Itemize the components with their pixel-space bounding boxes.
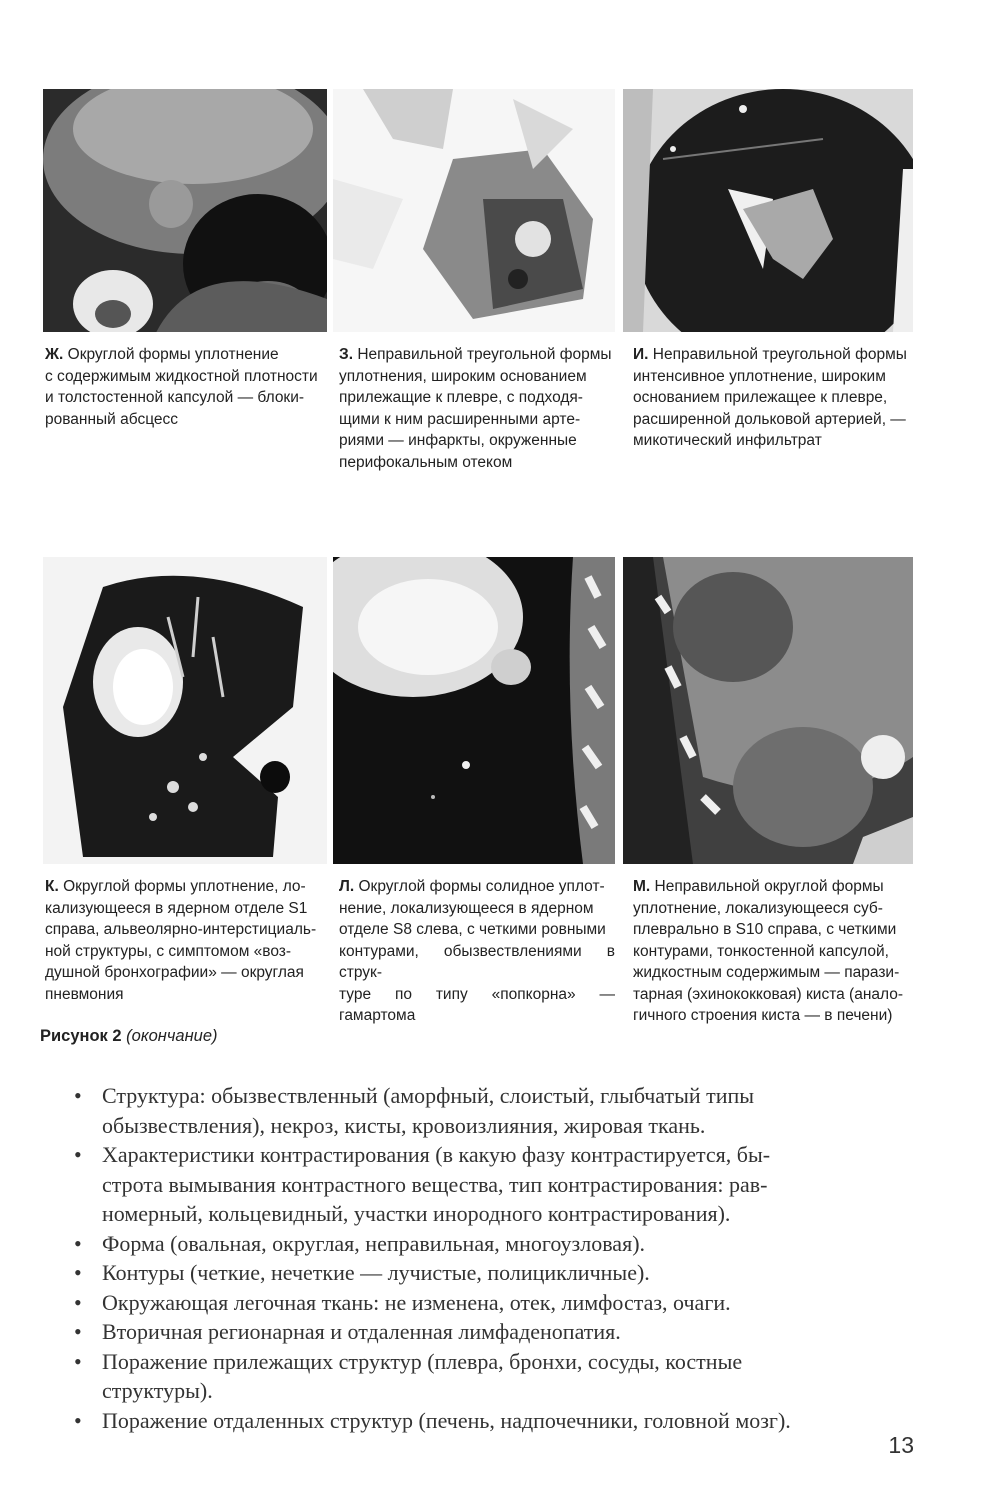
- caption-line: нение, локализующееся в ядерном: [339, 899, 594, 917]
- list-item-line: Контуры (четкие, нечеткие — лучистые, полицикличные).: [102, 1260, 650, 1285]
- caption-line: расширенной дольковой артерией, —: [633, 410, 906, 428]
- caption-line: щими к ним расширенными арте-: [339, 410, 581, 428]
- caption-line: отделе S8 слева, с четкими ровными: [339, 921, 606, 938]
- caption-line: контурами, тонкостенной капсулой,: [633, 942, 889, 960]
- caption-line: плеврально в S10 справа, с четкими: [633, 921, 897, 938]
- caption-line: интенсивное уплотнение, широким: [633, 367, 886, 385]
- list-item-line: Структура: обызвествленный (аморфный, слоистый, глыбчатый типы: [102, 1083, 755, 1108]
- list-item: [70, 1347, 918, 1406]
- caption-line: с содержимым жидкостной плотности: [45, 367, 318, 385]
- ct-image-l: [333, 557, 615, 864]
- caption-line: жидкостным содержимым — парази-: [633, 964, 900, 981]
- bullet-icon: •: [74, 1407, 82, 1433]
- caption-line: перифокальным отеком: [339, 453, 513, 471]
- caption-letter: М.: [633, 878, 651, 895]
- list-item-line: Окружающая легочная ткань: не изменена, отек, лимфостаз, очаги.: [102, 1289, 731, 1315]
- caption-line: уплотнение, локализующееся суб-: [633, 899, 883, 917]
- caption-letter: К.: [45, 878, 59, 895]
- criteria-list: [70, 1081, 918, 1435]
- caption-l: [339, 876, 615, 1027]
- caption-line: Неправильной треугольной формы: [357, 346, 612, 363]
- caption-line: гичного строения киста — в печени): [633, 1007, 893, 1024]
- caption-line: микотический инфильтрат: [633, 432, 822, 449]
- ct-image-i: [623, 89, 913, 332]
- list-item-line: Характеристики контрастирования (в какую фазу контрастируется, бы-: [102, 1142, 771, 1167]
- list-item: [70, 1081, 918, 1140]
- caption-line: пневмония: [45, 985, 124, 1003]
- caption-line: Округлой формы уплотнение: [67, 346, 279, 363]
- list-item: [70, 1258, 918, 1288]
- caption-line: уплотнения, широким основанием: [339, 367, 587, 385]
- caption-line: кализующееся в ядерном отделе S1: [45, 899, 308, 917]
- caption-line: справа, альвеолярно-интерстициаль-: [45, 921, 317, 938]
- figure-title-label: Рисунок 2: [40, 1027, 122, 1045]
- ct-image-k: [43, 557, 327, 864]
- bullet-icon: •: [74, 1260, 82, 1285]
- bullet-icon: •: [74, 1230, 82, 1256]
- bullet-icon: •: [74, 1348, 82, 1374]
- caption-line: прилежащие к плевре, с подходя-: [339, 389, 583, 406]
- figure-title: [40, 1027, 218, 1046]
- list-item-line: номерный, кольцевидный, участки инородного контрастирования).: [102, 1201, 731, 1226]
- list-item-line: Поражение отдаленных структур (печень, надпочечники, головной мозг).: [102, 1407, 791, 1433]
- caption-k: [45, 876, 325, 1005]
- list-item-line: строта вымывания контрастного вещества, тип контрастирования: рав-: [102, 1171, 768, 1197]
- ct-image-m: [623, 557, 913, 864]
- figure-title-suffix: (окончание): [126, 1027, 218, 1045]
- caption-line: контурами, обызвествлениями в струк-: [339, 942, 615, 981]
- list-item: [70, 1317, 918, 1347]
- list-item: [70, 1288, 918, 1318]
- caption-line: душной бронхографии» — округлая: [45, 964, 304, 981]
- list-item: [70, 1229, 918, 1259]
- caption-line: ной структуры, с симптомом «воз-: [45, 942, 292, 960]
- caption-line: Округлой формы солидное уплот-: [358, 878, 605, 895]
- list-item-line: обызвествления), некроз, кисты, кровоизлияния, жировая ткань.: [102, 1112, 706, 1138]
- caption-line: Округлой формы уплотнение, ло-: [63, 878, 306, 895]
- list-item-line: Вторичная регионарная и отдаленная лимфаденопатия.: [102, 1319, 621, 1344]
- bullet-icon: •: [74, 1083, 82, 1108]
- list-item: [70, 1406, 918, 1436]
- bullet-icon: •: [74, 1289, 82, 1315]
- list-item-line: Поражение прилежащих структур (плевра, бронхи, сосуды, костные: [102, 1348, 743, 1374]
- page-number: 13: [888, 1432, 914, 1458]
- ct-image-z: [333, 89, 615, 332]
- caption-line: основанием прилежащее к плевре,: [633, 389, 888, 406]
- caption-letter: И.: [633, 346, 649, 363]
- caption-line: Неправильной треугольной формы: [652, 346, 907, 363]
- caption-i: [633, 344, 909, 452]
- caption-line: и толстостенной капсулой — блоки-: [45, 389, 305, 406]
- bullet-icon: •: [74, 1319, 82, 1344]
- caption-letter: З.: [339, 346, 354, 363]
- list-item: [70, 1140, 918, 1229]
- caption-line: туре по типу «попкорна» — гамартома: [339, 985, 615, 1024]
- list-item-line: структуры).: [102, 1378, 213, 1403]
- caption-line: тарная (эхинококковая) киста (анало-: [633, 985, 904, 1003]
- bullet-icon: •: [74, 1142, 82, 1167]
- caption-z: [339, 344, 615, 473]
- caption-m: [633, 876, 909, 1027]
- list-item-line: Форма (овальная, округлая, неправильная, многоузловая).: [102, 1230, 646, 1256]
- caption-line: рованный абсцесс: [45, 410, 179, 428]
- caption-line: Неправильной округлой формы: [654, 878, 884, 895]
- caption-line: риями — инфаркты, окруженные: [339, 432, 577, 449]
- ct-image-zh: [43, 89, 327, 332]
- caption-letter: Ж.: [45, 346, 64, 363]
- caption-letter: Л.: [339, 878, 355, 895]
- caption-zh: [45, 344, 325, 430]
